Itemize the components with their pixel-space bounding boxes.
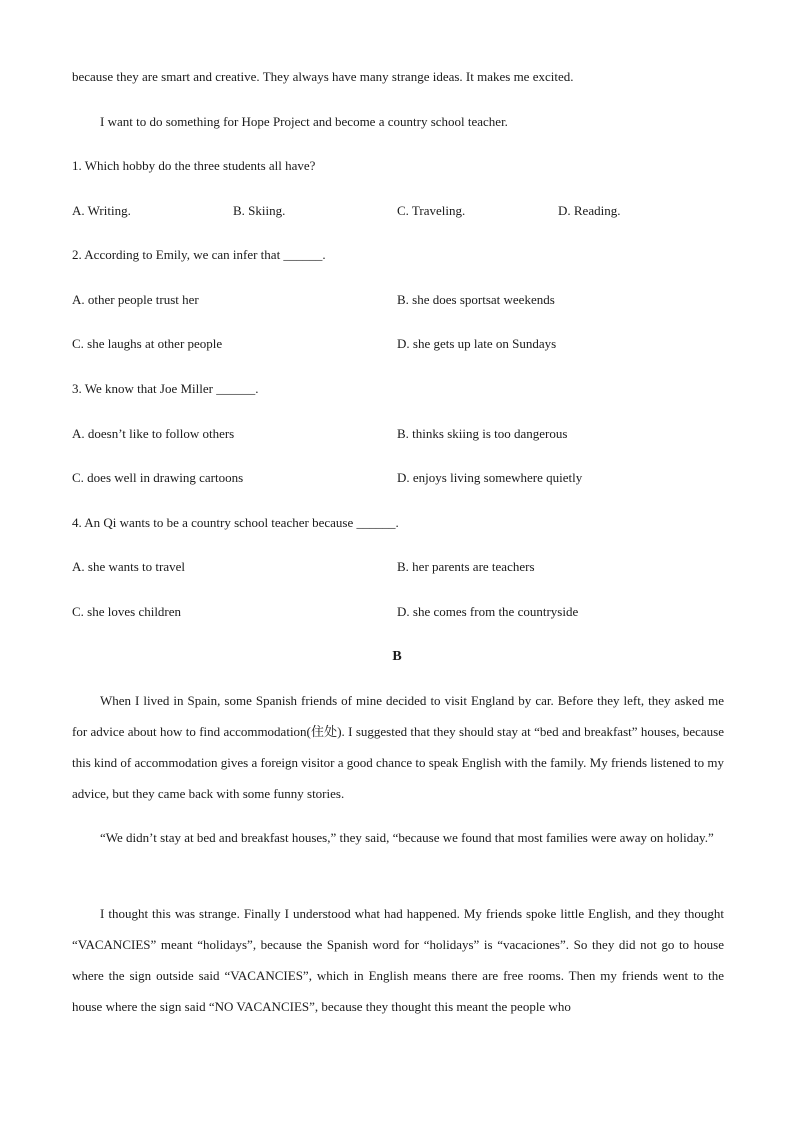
question-3-option-d: D. enjoys living somewhere quietly	[397, 470, 583, 485]
question-4-option-a: A. she wants to travel	[72, 559, 186, 574]
question-1-option-a: A. Writing.	[72, 203, 131, 218]
section-heading: B	[392, 649, 402, 664]
question-3-option-b: B. thinks skiing is too dangerous	[397, 426, 568, 441]
question-4-option-d: D. she comes from the countryside	[397, 604, 579, 619]
paragraph-1	[72, 685, 724, 809]
question-1-stem: 1. Which hobby do the three students all have?	[72, 158, 316, 173]
intro-line-1: because they are smart and creative. They always have many strange ideas. It makes me excited.	[72, 69, 574, 84]
question-2-option-b: B. she does sportsat weekends	[397, 292, 555, 307]
question-1-option-c: C. Traveling.	[397, 203, 466, 218]
question-4-stem: 4. An Qi wants to be a country school teacher because ______.	[72, 515, 399, 530]
question-3-option-a: A. doesn’t like to follow others	[72, 426, 235, 441]
question-2-stem: 2. According to Emily, we can infer that ______.	[72, 247, 326, 262]
question-4-option-b: B. her parents are teachers	[397, 559, 535, 574]
intro-line-2: I want to do something for Hope Project and become a country school teacher.	[100, 114, 508, 129]
question-3-option-c: C. does well in drawing cartoons	[72, 470, 244, 485]
question-2-option-d: D. she gets up late on Sundays	[397, 336, 557, 351]
question-2-option-a: A. other people trust her	[72, 292, 199, 307]
paragraph-3	[72, 898, 724, 1022]
paragraph-1-text: When I lived in Spain, some Spanish friends of mine decided to visit England by car. Before they left, they asked me for advice about how to find accommodation(住处). I suggested that they should stay at “bed and breakfast” houses, because this kind of accommodation gives a foreign visitor a good chance to speak English with the family. My friends listened to my advice, but they came back with some funny stories.	[72, 693, 724, 801]
paragraph-2-text: “We didn’t stay at bed and breakfast houses,” they said, “because we found that most families were away on holiday.”	[100, 830, 714, 845]
question-2-option-c: C. she laughs at other people	[72, 336, 223, 351]
question-4-option-c: C. she loves children	[72, 604, 182, 619]
paragraph-2	[72, 822, 724, 853]
question-1-option-b: B. Skiing.	[233, 203, 286, 218]
question-3-stem: 3. We know that Joe Miller ______.	[72, 381, 259, 396]
paragraph-3-text: I thought this was strange. Finally I understood what had happened. My friends spoke little English, and they thought “VACANCIES” meant “holidays”, because the Spanish word for “holidays” is “vacaciones”. So they did not go to house where the sign outside said “VACANCIES”, which in English means there are free rooms. Then my friends went to the house where the sign said “NO VACANCIES”, because they thought this meant the people who	[72, 906, 724, 1014]
question-1-option-d: D. Reading.	[558, 203, 621, 218]
